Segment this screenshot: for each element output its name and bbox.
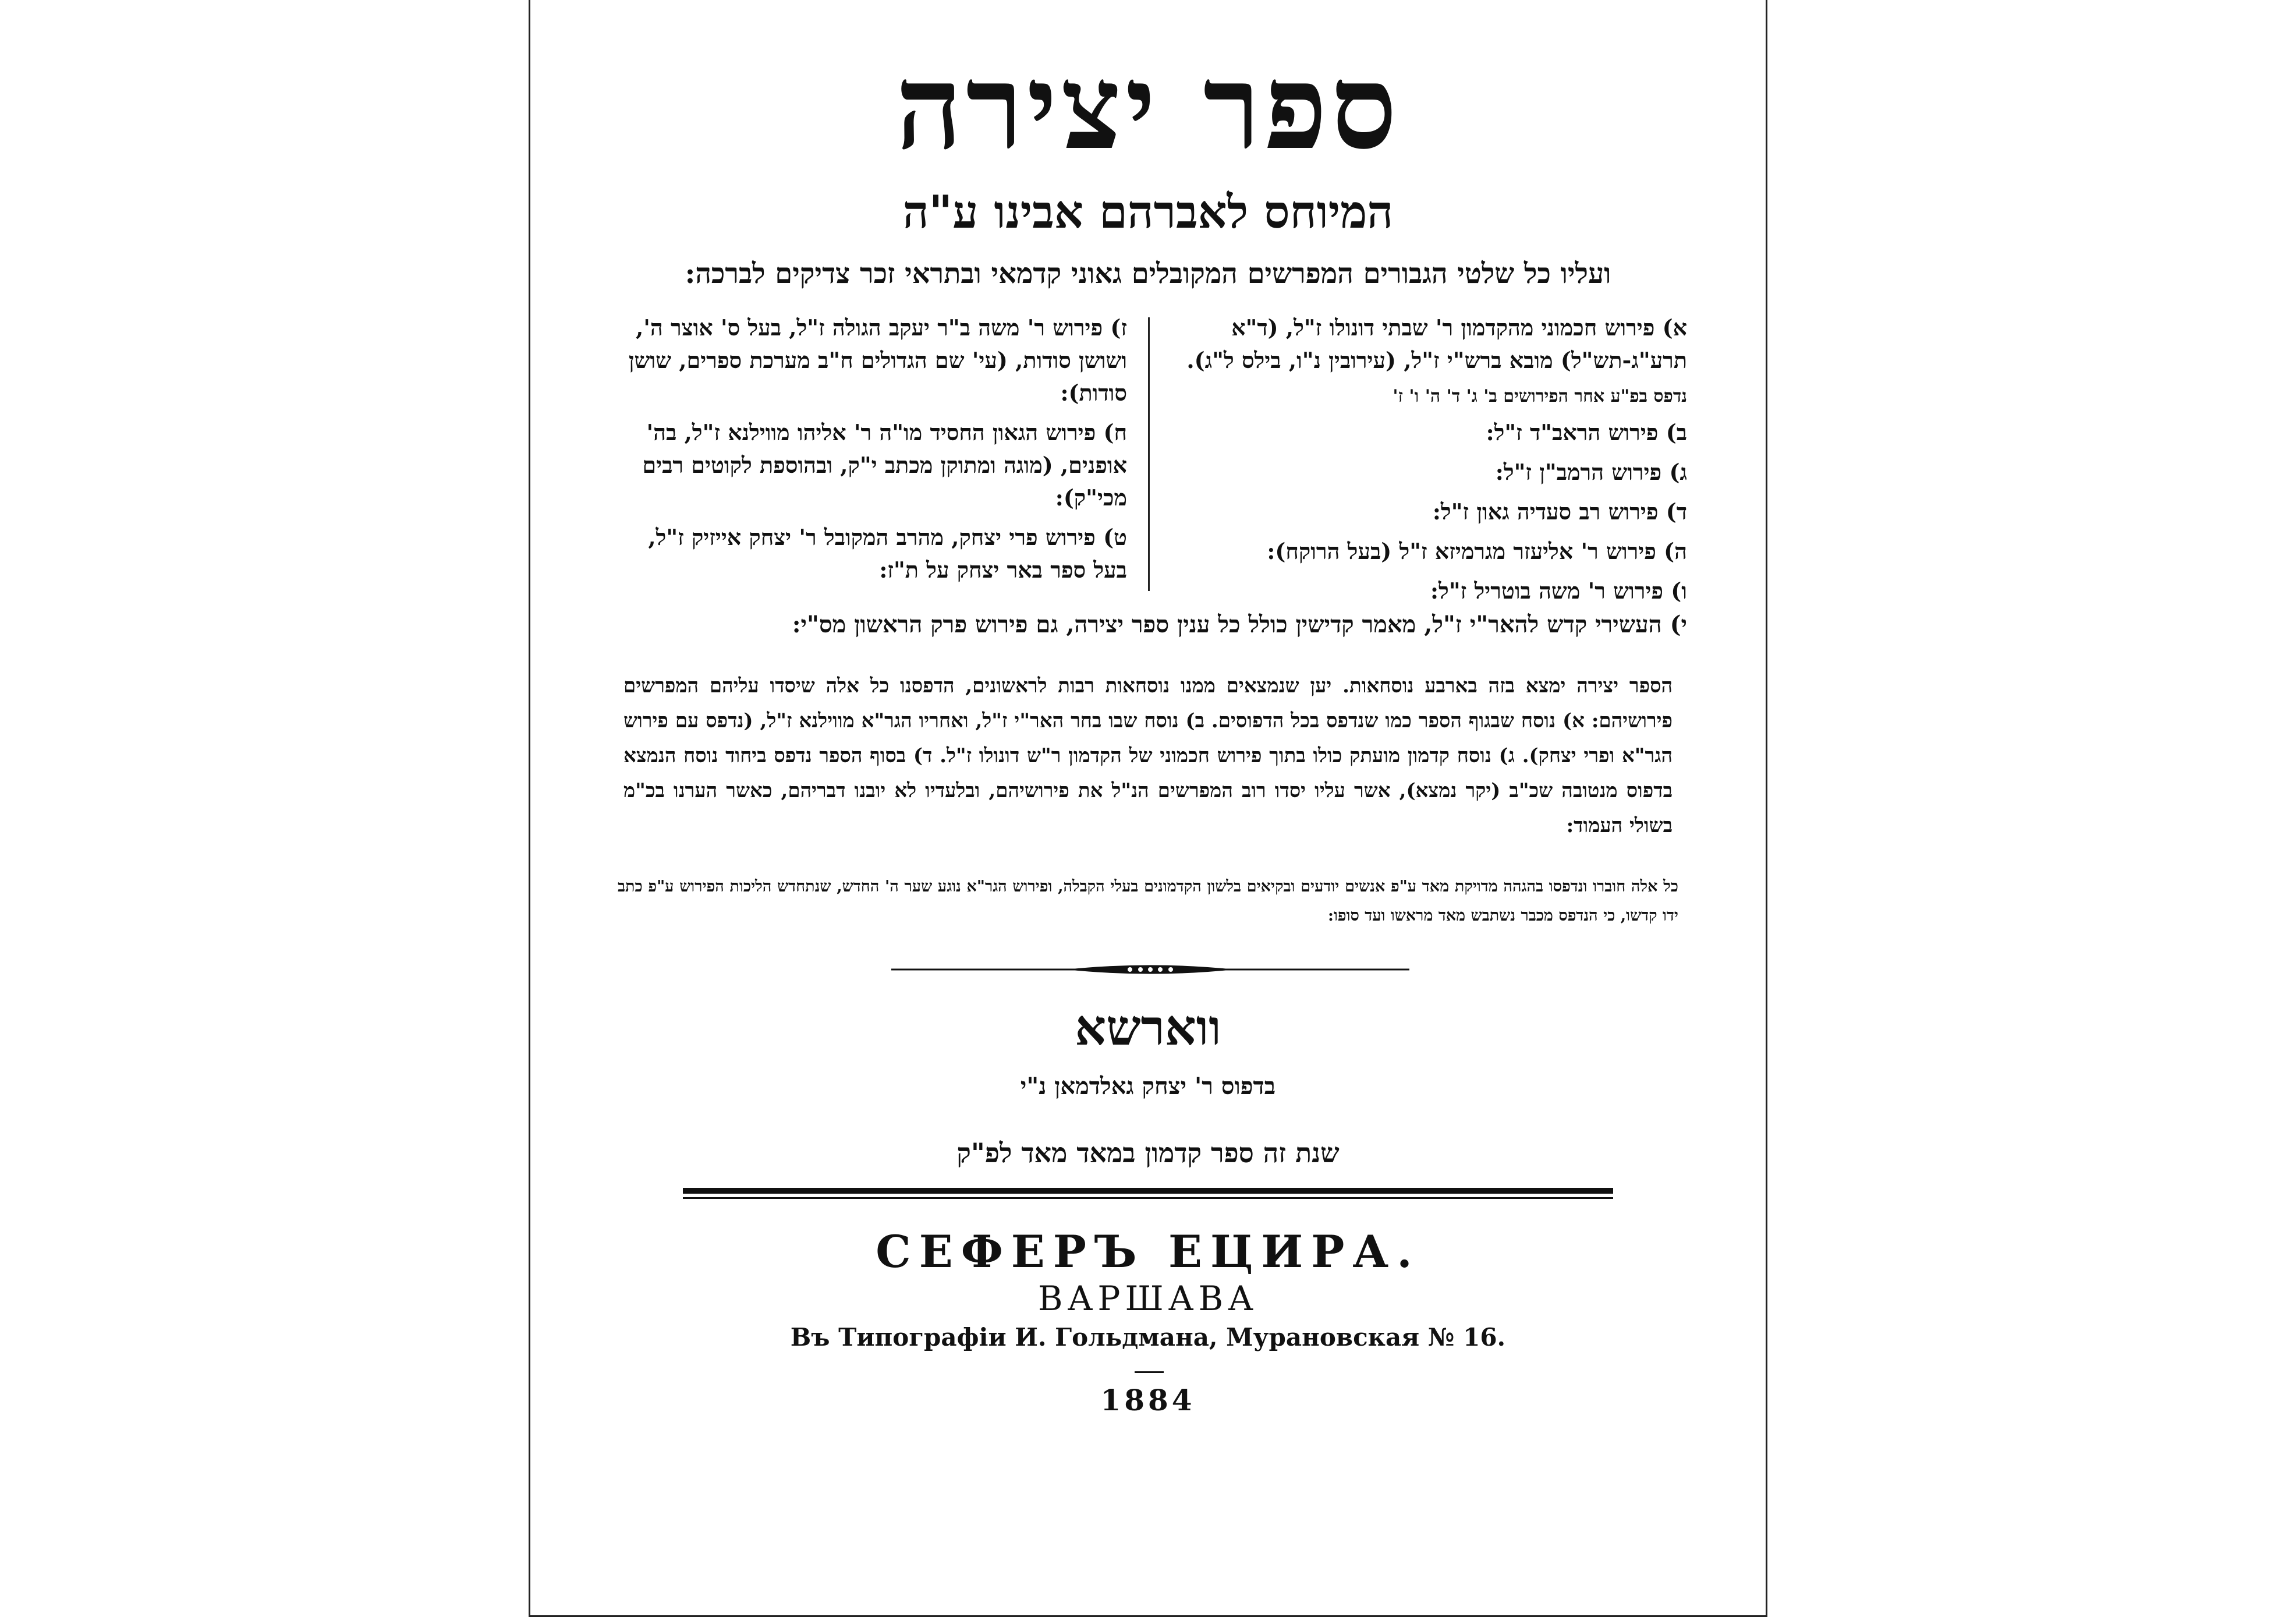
list-item: ז) פירוש ר' משה ב"ר יעקב הגולה ז"ל, בעל ס' אוצר ה', ושושן סודות, (עי' שם הגדולים ח"ב מערכת ספרים, שושן סודות):	[628, 314, 1127, 406]
rule-thin	[683, 1197, 1613, 1199]
versions-note: הספר יצירה ימצא בזה בארבע נוסחאות. יען שנמצאים ממנו נוסחאות רבות לראשונים, הדפסנו כל אלה שיסדו עליהם המפרשים פירושיהם: א) נוסח שבגוף הספר כמו שנדפס בכל הדפוסים. ב) נוסח שבו בחר האר"י ז"ל, ואחריו הגר"א מווילנא ז"ל, (נדפס עם פירוש הגר"א ופרי יצחק). ג) נוסח קדמון מועתק כולו בתוך פירוש חכמוני של הקדמון ר"ש דונולו ז"ל. ד) בסוף הספר נדפס ביחוד נוסח הנמצא בדפוס מנטובה שכ"ב (יקר נמצא), אשר עליו יסדו רוב המפרשים הנ"ל את פירושיהם, ובלעדיו לא יובנו דבריהם, כאשר הערנו בכ"מ בשולי העמוד:	[623, 674, 1673, 837]
list-item: א) פירוש חכמוני מהקדמון ר' שבתי דונולו ז"ל, (ד"א תרע"ג-תש"ל) מובא ברש"י ז"ל, (עירובין נ"ו, בילס ל"ג).	[1186, 314, 1687, 373]
list-item: ט) פירוש פרי יצחק, מהרב המקובל ר' יצחק אייזיק ז"ל, בעל ספר באר יצחק על ת"ז:	[648, 524, 1127, 583]
list-item: ג) פירוש הרמב"ן ז"ל:	[1495, 459, 1687, 485]
printer-hebrew: בדפוס ר' יצחק גאלדמאן נ"י	[1020, 1073, 1276, 1100]
list-item: ח) פירוש הגאון החסיד מו"ה ר' אליהו מווילנא ז"ל, בה' אופנים, (מוגה ומתוקן מכתב י"ק, ובהוספת לקוטים רבים מכי"ק):	[642, 419, 1127, 511]
city-hebrew: ווארשא	[1075, 999, 1221, 1056]
city-russian: ВАРШАВА	[1037, 1279, 1259, 1318]
year-arabic: 1884	[1100, 1383, 1196, 1417]
list-item: ד) פירוש רב סעדיה גאון ז"ל:	[1432, 498, 1687, 525]
list-item: ו) פירוש ר' משה בוטריל ז"ל:	[1430, 578, 1687, 604]
left-column	[609, 312, 1127, 593]
list-item: ה) פירוש ר' אליעזר מגרמיזא ז"ל (בעל הרוקח):	[1267, 538, 1687, 564]
book-title: ספר יצירה	[895, 39, 1401, 176]
list-item-note: נדפס בפ"ע אחר הפירושים ב' ג' ד' ה' ו' ז'	[1393, 386, 1687, 406]
intro-line: ועליו כל שלטי הגבורים המפרשים המקובלים גאוני קדמאי ובתראי זכר צדיקים לברכה:	[685, 257, 1611, 290]
tenth-item: י) העשירי קדש להאר"י ז"ל, מאמר קדישין כולל כל ענין ספר יצירה, גם פירוש פרק הראשון מס"י:	[792, 611, 1687, 638]
book-subtitle: המיוחס לאברהם אבינו ע"ה	[902, 186, 1394, 239]
column-divider	[1148, 317, 1150, 591]
list-item: ב) פירוש הראב"ד ז"ל:	[1486, 419, 1687, 445]
short-dash	[1135, 1371, 1164, 1373]
ornament-divider	[891, 961, 1409, 978]
credit-note: כל אלה חוברו ונדפסו בהגהה מדויקת מאד ע"פ אנשים יודעים ובקיאים בלשון הקדמונים בעלי הקבלה, ופירוש הגר"א נוגע שער ה' החדש, שנתחדש הליכות הפירוש ע"פ כתב ידו קדשו, כי הנדפס מכבר נשתבש מאד מראשו ועד סופו:	[618, 878, 1678, 925]
year-hebrew: שנת זה ספר קדמון במאד מאד לפ"ק	[956, 1137, 1340, 1169]
rule-thick	[683, 1188, 1613, 1194]
printer-russian: Въ Типографіи И. Гольдмана, Мурановская № 16.	[790, 1323, 1506, 1351]
title-page	[529, 0, 1767, 1617]
commentary-columns	[609, 312, 1687, 603]
right-column	[1169, 312, 1687, 614]
title-russian: СЕФЕРЪ ЕЦИРА.	[876, 1226, 1420, 1278]
